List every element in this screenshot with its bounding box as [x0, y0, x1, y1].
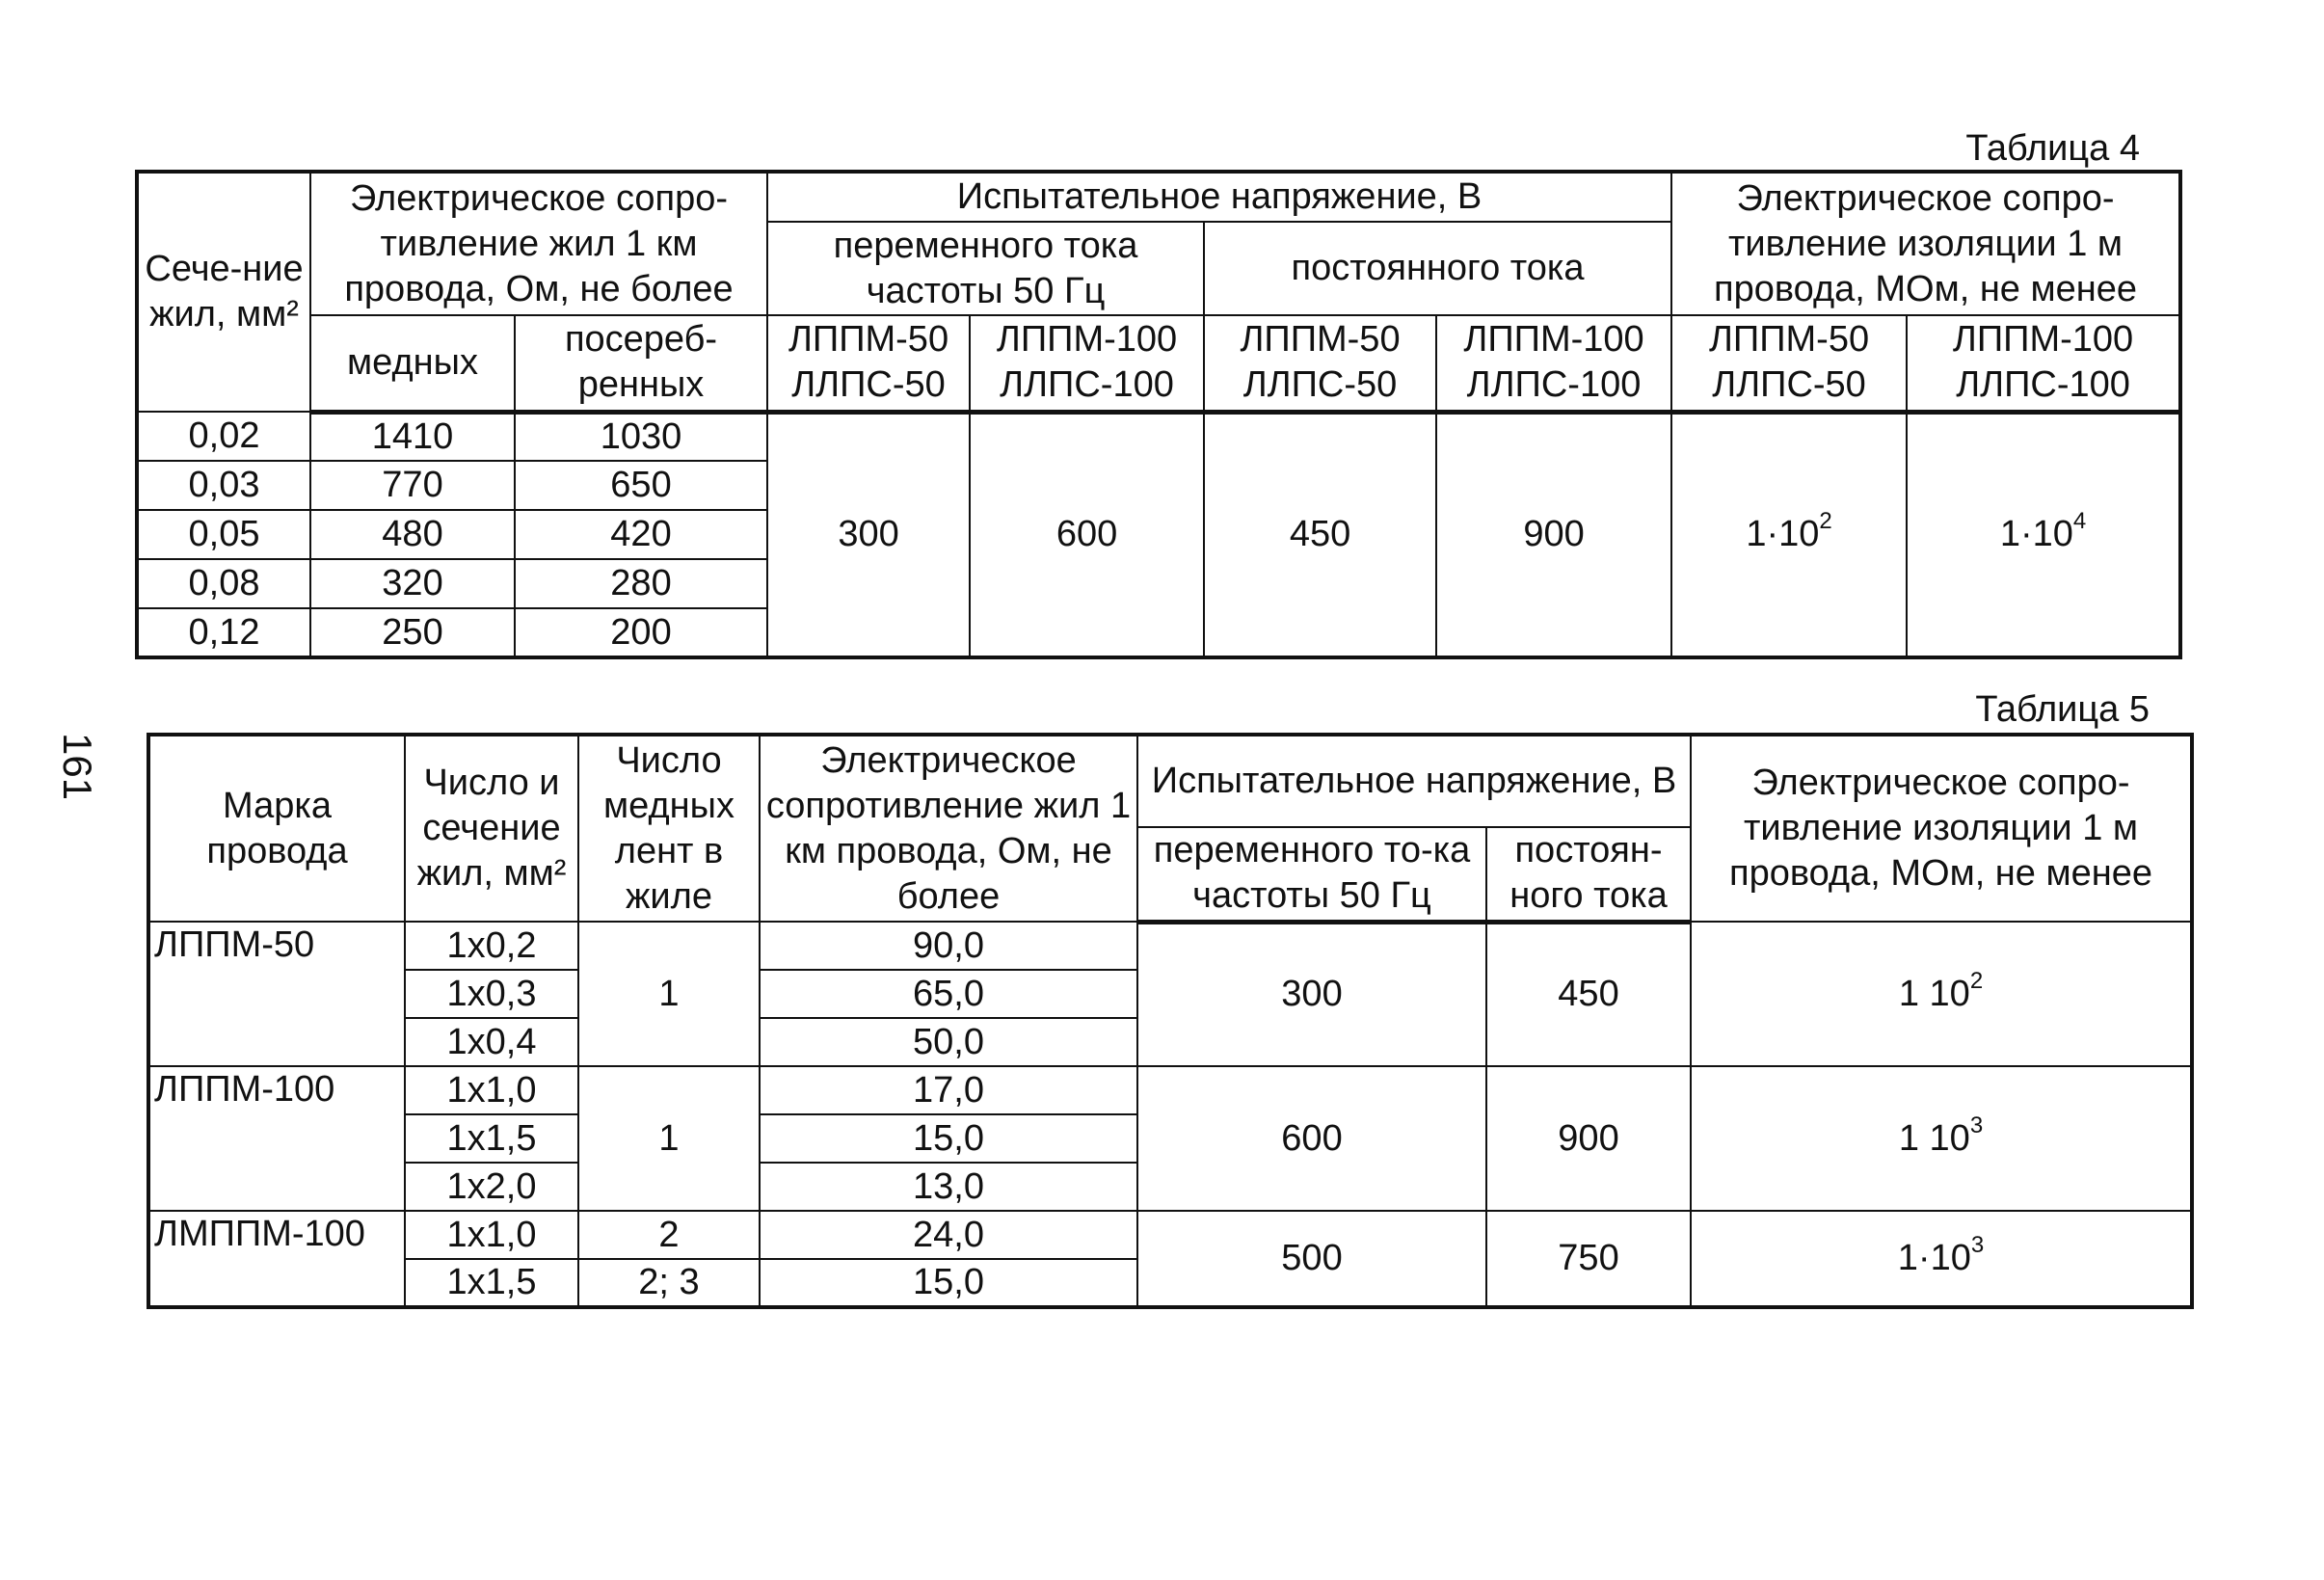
t5-ac: 300 — [1137, 922, 1486, 1066]
t5-head-insulation: Электрическое сопро-тивление изоляции 1 м провода, МОм, не менее — [1691, 735, 2192, 922]
table-row — [137, 412, 2180, 461]
ins-exp: 4 — [2072, 508, 2087, 535]
t5-resistance: 13,0 — [760, 1163, 1137, 1211]
t5-insulation — [1691, 1211, 2192, 1307]
t4-section: 0,08 — [137, 559, 310, 608]
t5-tapes: 2; 3 — [578, 1259, 760, 1307]
table-row — [148, 922, 2192, 970]
t5-resistance: 15,0 — [760, 1259, 1137, 1307]
ins-exp: 3 — [1969, 1111, 1984, 1138]
t5-section: 1х1,5 — [405, 1114, 578, 1163]
t4-section: 0,12 — [137, 608, 310, 657]
table5-caption: Таблица 5 — [1975, 689, 2150, 730]
t5-section: 1х0,2 — [405, 922, 578, 970]
grade-label: ЛЛПС-100 — [1956, 364, 2130, 406]
t4-dc-100: 900 — [1436, 412, 1671, 657]
t5-tapes: 2 — [578, 1211, 760, 1259]
grade-label: ЛППМ-50 — [1240, 319, 1401, 361]
t4-head-dc-grade-100 — [1436, 315, 1671, 412]
t5-resistance: 65,0 — [760, 970, 1137, 1018]
grade-label: ЛППМ-50 — [1708, 319, 1870, 361]
t4-silvered: 200 — [515, 608, 767, 657]
ins-base: 1·10 — [1897, 1238, 1971, 1278]
t4-ins-100 — [1907, 412, 2180, 657]
t5-insulation — [1691, 922, 2192, 1066]
t4-head-copper: медных — [310, 315, 515, 412]
grade-label: ЛЛПС-50 — [1712, 364, 1866, 406]
t4-head-conductor-resistance: Электрическое сопро-тивление жил 1 км провода, Ом, не более — [310, 172, 767, 315]
t4-copper: 770 — [310, 461, 515, 510]
t4-ac-50: 300 — [767, 412, 970, 657]
t4-head-dc-grade-50 — [1204, 315, 1436, 412]
t5-section: 1х0,4 — [405, 1018, 578, 1066]
t4-ins-50 — [1671, 412, 1907, 657]
t5-section: 1х1,5 — [405, 1259, 578, 1307]
t4-head-ac-grade-50 — [767, 315, 970, 412]
t5-section: 1х0,3 — [405, 970, 578, 1018]
grade-label: ЛППМ-100 — [1463, 319, 1644, 361]
t4-head-silvered: посереб-ренных — [515, 315, 767, 412]
t4-dc-50: 450 — [1204, 412, 1436, 657]
table-row — [148, 1211, 2192, 1259]
ins-base: 1·10 — [1746, 514, 1820, 555]
table4 — [135, 170, 2182, 659]
t5-dc: 900 — [1486, 1066, 1691, 1211]
ins-exp: 2 — [1969, 967, 1984, 994]
ins-base: 1·10 — [1999, 514, 2073, 555]
t4-head-dc: постоянного тока — [1204, 222, 1671, 315]
t5-resistance: 24,0 — [760, 1211, 1137, 1259]
ins-base: 1 10 — [1898, 973, 1970, 1014]
grade-label: ЛЛПС-50 — [1242, 364, 1398, 406]
t5-resistance: 50,0 — [760, 1018, 1137, 1066]
ins-exp: 3 — [1970, 1232, 1985, 1258]
t5-section: 1х1,0 — [405, 1066, 578, 1114]
ins-exp: 2 — [1819, 508, 1832, 535]
table5 — [147, 733, 2194, 1309]
t4-silvered: 650 — [515, 461, 767, 510]
t4-silvered: 1030 — [515, 412, 767, 461]
t5-section: 1х1,0 — [405, 1211, 578, 1259]
grade-label: ЛППМ-100 — [1952, 319, 2134, 361]
t5-resistance: 15,0 — [760, 1114, 1137, 1163]
t5-section: 1х2,0 — [405, 1163, 578, 1211]
t4-silvered: 280 — [515, 559, 767, 608]
t5-resistance: 90,0 — [760, 922, 1137, 970]
t4-head-insulation-resistance: Электрическое сопро-тивление изоляции 1 м провода, МОм, не менее — [1671, 172, 2180, 315]
t4-head-test-voltage: Испытательное напряжение, В — [767, 172, 1671, 222]
grade-label: ЛЛПС-50 — [791, 364, 946, 406]
t4-section: 0,03 — [137, 461, 310, 510]
t4-head-ac: переменного тока частоты 50 Гц — [767, 222, 1204, 315]
table4-caption: Таблица 4 — [1965, 128, 2140, 169]
t4-head-ins-grade-100 — [1907, 315, 2180, 412]
grade-label: ЛЛПС-100 — [1466, 364, 1642, 406]
t5-head-dc: постоян-ного тока — [1486, 827, 1691, 922]
t5-head-resistance: Электрическое сопротивление жил 1 км провода, Ом, не более — [760, 735, 1137, 922]
t5-head-tapes: Число медных лент в жиле — [578, 735, 760, 922]
t4-head-ins-grade-50 — [1671, 315, 1907, 412]
t4-copper: 480 — [310, 510, 515, 559]
t5-head-grade: Марка провода — [148, 735, 405, 922]
t5-grade: ЛМППМ-100 — [148, 1211, 405, 1307]
t5-head-count-section: Число и сечение жил, мм² — [405, 735, 578, 922]
t5-ac: 600 — [1137, 1066, 1486, 1211]
t4-silvered: 420 — [515, 510, 767, 559]
t4-section: 0,02 — [137, 412, 310, 461]
t4-head-ac-grade-100 — [970, 315, 1204, 412]
t4-ac-100: 600 — [970, 412, 1204, 657]
t4-section: 0,05 — [137, 510, 310, 559]
page-number: 161 — [55, 733, 100, 801]
t5-dc: 750 — [1486, 1211, 1691, 1307]
t5-grade: ЛППМ-50 — [148, 922, 405, 1066]
grade-label: ЛППМ-100 — [996, 319, 1178, 361]
t5-dc: 450 — [1486, 922, 1691, 1066]
t5-head-ac: переменного то-ка частоты 50 Гц — [1137, 827, 1486, 922]
table-row — [148, 1066, 2192, 1114]
grade-label: ЛЛПС-100 — [1000, 364, 1174, 406]
t4-copper: 1410 — [310, 412, 515, 461]
t4-copper: 250 — [310, 608, 515, 657]
t5-tapes: 1 — [578, 1066, 760, 1211]
t4-head-section-text: Сече-ние жил, мм² — [145, 249, 304, 335]
t5-resistance: 17,0 — [760, 1066, 1137, 1114]
t5-ac: 500 — [1137, 1211, 1486, 1307]
t5-tapes: 1 — [578, 922, 760, 1066]
t5-head-test-voltage: Испытательное напряжение, В — [1137, 735, 1691, 827]
ins-base: 1 10 — [1898, 1117, 1970, 1159]
grade-label: ЛППМ-50 — [788, 319, 949, 361]
t5-insulation — [1691, 1066, 2192, 1211]
t5-grade: ЛППМ-100 — [148, 1066, 405, 1211]
t4-copper: 320 — [310, 559, 515, 608]
t4-head-section — [137, 172, 310, 412]
